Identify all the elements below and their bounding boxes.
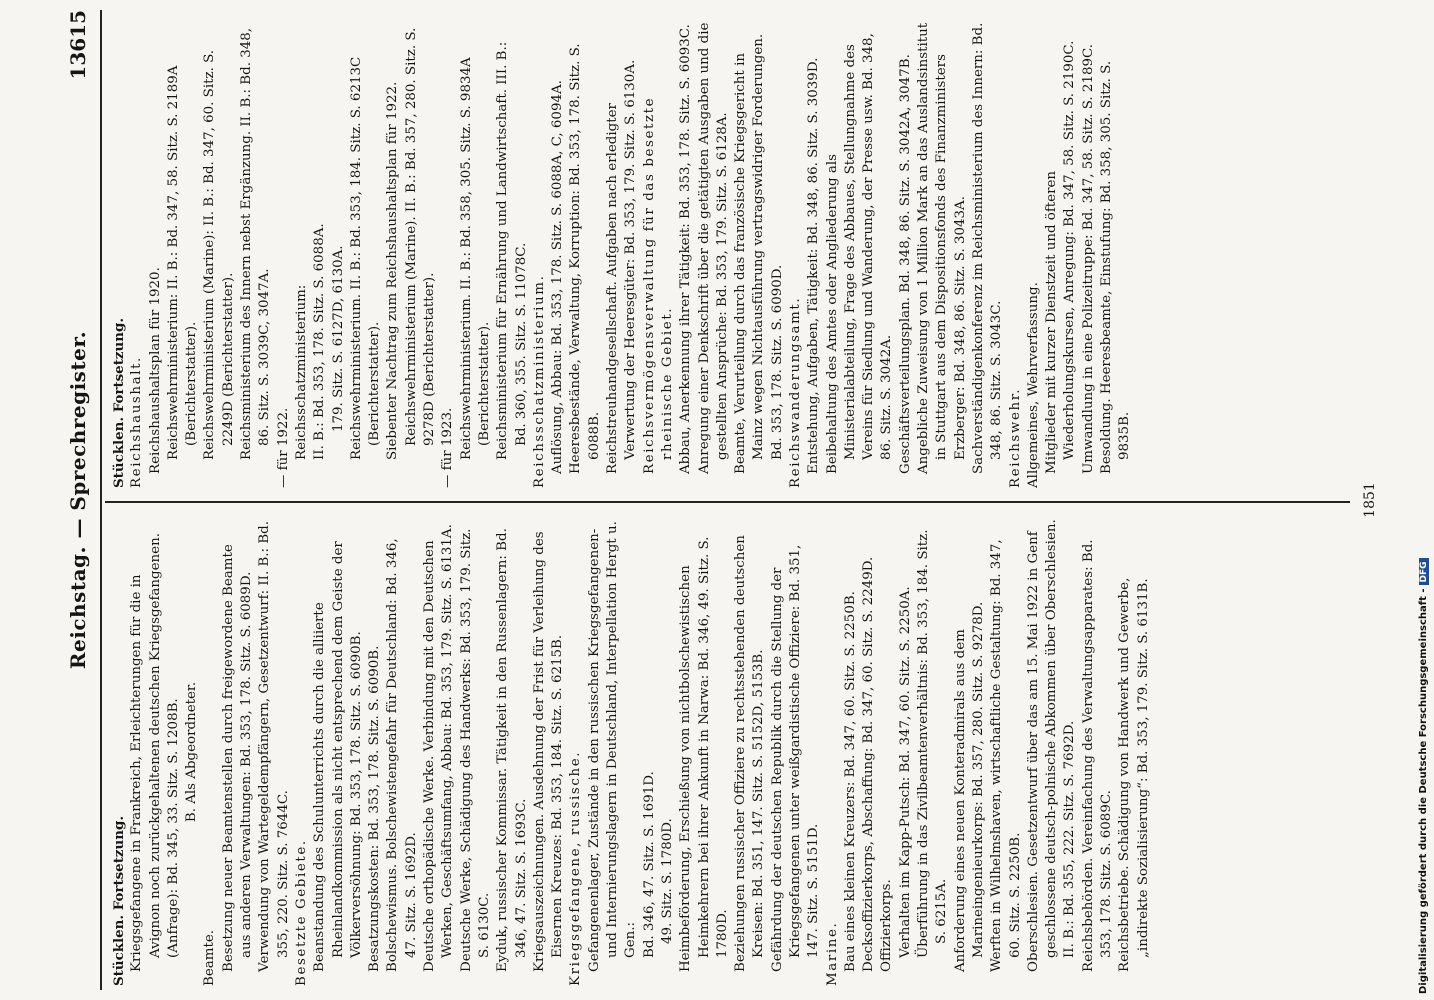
register-entry: Stücklen. Fortsetzung. [111,318,127,488]
register-entry: Deutsche orthopädische Werke. Verbindung mit den Deutschen Werken, Geschäftsumfang, Abbau: Bd. 353, 179. Sitz. S. 6131A. [422,524,456,972]
register-entry: Gefangenenlager, Zustände in den russischen Kriegsgefangenen- und Internierungslagern in Deutschland, Interpellation Hergt u. Gen.: [586,521,639,972]
column-divider [105,501,1350,503]
footer-number: 1851 [1362,482,1378,518]
register-entry: Besetzte Gebiete. [293,839,309,986]
register-entry: Beamte. [202,929,218,986]
register-entry: Reichswehrministerium. II. B.: Bd. 353, 184. Sitz. S. 6213C (Berichterstatter). [348,56,383,460]
register-entry: Verwendung von Wartegeldempfängern, Gesetzentwurf: II. B.: Bd. 355, 220. Sitz. S. 7644C. [257,521,291,972]
register-entry: Oberschlesien. Gesetzentwurf über das am 15. Mai 1922 in Genf geschlossene deutsch-polnische Abkommen über Oberschlesien. II. B.: Bd. 355, 222. Sitz. S. 7692D. [1025,519,1078,972]
register-entry: Anforderung eines neuen Konteradmirals aus dem Marineingenieurkorps: Bd. 357, 280. Sitz. S. 9278D. [952,601,986,972]
register-entry: Reichsbetriebe. Schädigung von Handwerk und Gewerbe, „indirekte Sozialisierung“: Bd. 353, 179. Sitz. S. 6131B. [1117,577,1151,972]
right-column [110,20,1350,488]
register-entry: Gefährdung der deutschen Republik durch die Stellung der Kriegsgefangenen unter weißgardistische Offiziere: Bd. 351, 147. Sitz. S. 5151D. [769,544,822,972]
register-entry: Sachverständigenkonferenz im Reichsministerium des Innern: Bd. 348, 86. Sitz. S. 3043C. [970,22,1005,474]
register-entry: Reichswehr. [1007,387,1023,488]
register-entry: Besatzungskosten: Bd. 353, 178. Sitz. S. 6090B. [367,645,383,972]
dfg-badge: DFG [1419,558,1429,585]
header-rule [100,10,102,990]
register-entry: Beibehaltung des Amtes oder Angliederung als Ministerialabteilung, Frage des Abbaues, Stellungnahme des Vereins für Siedlung und Wanderung, der Presse usw. Bd. 348, 86. Sitz. S. 3042A. [824,33,895,474]
register-entry: 179. Sitz. S. 6127D, 6130A. [330,245,346,432]
register-entry: Stücklen. Fortsetzung. [111,816,127,986]
register-entry: Reichswanderungsamt. [787,296,803,488]
register-entry: Entstehung, Aufgaben, Tätigkeit: Bd. 348, 86. Sitz. S. 3039D. [806,57,822,474]
register-entry: Kriegsgefangene, russische. [568,750,584,986]
register-entry: Geschäftsverteilungsplan. Bd. 348, 86. Sitz. S. 3042A, 3047B. [897,54,913,474]
register-entry: Marine. [824,921,840,986]
digitization-credit [1418,4,1432,994]
register-entry: Werften in Wilhelmshaven, wirtschaftliche Gestaltung: Bd. 347, 60. Sitz. S. 2250B. [989,539,1023,972]
register-entry: Reichswehrministerium (Marine): II. B.: Bd. 347, 60. Sitz. S. 2249D (Berichterstatter). [202,49,236,460]
register-entry: B. Als Abgeordneter. [184,681,200,823]
register-entry: II. B.: Bd. 353, 178. Sitz. S. 6088A. [312,223,328,460]
register-entry: Auflösung, Abbau: Bd. 353, 178. Sitz. S. 6088A, C, 6094A. [550,80,566,474]
register-entry: — für 1923. [440,407,456,488]
register-entry: Kriegsauszeichnungen. Ausdehnung der Frist für Verleihung des Eisernen Kreuzes: Bd. 353, 184. Sitz. S. 6215B. [531,531,566,972]
register-entry: Reichshaushaltsplan für 1920. [147,267,163,474]
register-entry: Bau eines kleinen Kreuzers: Bd. 347, 60. Sitz. S. 2250B. [842,591,858,972]
left-column [110,518,1350,986]
page-title: Reichstag. — Sprechregister. [66,330,90,670]
register-entry: Bd. 346, 47. Sitz. S. 1691D. [641,771,657,958]
register-entry: Überführung in das Zivilbeamtenverhältnis: Bd. 353, 184. Sitz. S. 6215A. [916,529,950,958]
page-number: 13615 [66,10,90,80]
register-entry: Reichswehrministerium. II. B.: Bd. 358, 305. Sitz. S. 9834A (Berichterstatter). [458,57,492,460]
register-entry: Beziehungen russischer Offiziere zu rechtsstehenden deutschen Kreisen: Bd. 351, 147. Sitz. S. 5152D, 5153B. [733,535,767,972]
register-entry: Reichsministerium für Ernährung und Landwirtschaft. III. B.: Bd. 360, 355. Sitz. S. 11078C. [495,41,529,460]
register-entry: Beamte, Verurteilung durch das französische Kriegsgericht in Mainz wegen Nichtausführung vertragswidriger Forderungen. Bd. 353, 178. Sitz. S. 6090D. [733,33,785,474]
register-entry: Siebenter Nachtrag zum Reichshaushaltsplan für 1922. Reichswehrministerium (Marine). II. B.: Bd. 357, 280. Sitz. S. 9278D (Berichterstatter). [385,27,438,460]
register-entry: Kriegsgefangene in Frankreich, Erleichterungen für die in Avignon noch zurückgehaltenen deutschen Kriegsgefangenen. (Anfrage): Bd. 345, 33. Sitz. S. 1208B. [129,533,181,972]
credit-text: Digitalisierung gefördert durch die Deutsche Forschungsgemeinschaft - [1418,588,1429,994]
register-entry: Eyduk, russischer Kommissar. Tätigkeit in den Russenlagern: Bd. 346, 47. Sitz. S. 1693C. [495,528,529,972]
register-entry: Beanstandung des Schulunterrichts durch die alliierte Rheinlandkommission als nicht entsprechend dem Geiste der Völkerversöhnung: Bd. 353, 178. Sitz. S. 6090B. [312,541,364,972]
register-entry: Besetzung neuer Beamtenstellen durch freigewordene Beamte aus anderen Verwaltungen: Bd. 353, 178. Sitz. S. 6089D. [220,544,255,972]
register-entry: Reichsvermögensverwaltung für das besetzte rheinische Gebiet. [641,96,675,474]
register-entry: Abbau, Anerkennung ihrer Tätigkeit: Bd. 353, 178. Sitz. S. 6093C. [678,24,694,474]
register-entry: Reichsbehörden. Vereinfachung des Verwaltungsapparates: Bd. 353, 178. Sitz. S. 6089C. [1080,539,1115,972]
register-entry: Reichstreuhandgesellschaft. Aufgaben nach erledigter Verwertung der Heeresgüter: Bd. 353, 179. Sitz. S. 6130A. [605,59,639,474]
register-entry: Reichsschatzministerium. [531,274,547,488]
register-entry: Reichswehrministerium: II. B.: Bd. 347, 58. Sitz. S. 2189A (Berichterstatter). [165,65,200,460]
register-entry: Besoldung. Heeresbeamte, Einstufung: Bd. 358, 305. Sitz. S. 9835B. [1099,60,1133,474]
register-entry: Mitglieder mit kurzer Dienstzeit und öfteren Wiederholungskursen, Anregung: Bd. 347, 58. Sitz. S. 2190C. [1044,40,1078,474]
rotated-page [10,10,1390,990]
register-entry: Verhalten im Kapp-Putsch: Bd. 347, 60. Sitz. S. 2250A. [897,586,913,958]
register-entry: Umwandlung in eine Polizeitruppe: Bd. 347, 58. Sitz. S. 2189C. [1080,43,1096,474]
page-header [60,10,100,990]
register-entry: Angebliche Zuweisung von 1 Million Mark an das Auslandsinstitut in Stuttgart aus dem Dispositionsfonds des Finanzministers Erzberger: Bd. 348, 86. Sitz. S. 3043A. [916,22,968,474]
register-entry: Reichsministerium des Innern nebst Ergänzung. II. B.: Bd. 348, 86. Sitz. S. 3039C, 3047A. [239,27,273,460]
register-entry: Bolschewismus. Bolschewistengefahr für Deutschland: Bd. 346, 47. Sitz. S. 1692D. [385,538,419,972]
register-entry: Deutsche Werke, Schädigung des Handwerks: Bd. 353, 179. Sitz. S. 6130C. [458,528,492,972]
register-entry: 49. Sitz. S. 1780D. [659,818,675,944]
register-entry: Anregung einer Denkschrift über die getätigten Ausgaben und die gestellten Ansprüche: Bd. 353, 179. Sitz. S. 6128A. [696,22,730,474]
register-entry: Heeresbestände, Verwaltung, Korruption: Bd. 353, 178. Sitz. S. 6088B. [568,43,602,474]
register-entry: Decksoffizierkorps, Abschaffung: Bd. 347, 60. Sitz. S. 2249D. [861,556,877,972]
register-entry: Offizierkorps. [879,879,895,972]
register-entry: Reichshaushalt. [129,356,145,488]
register-entry: — für 1922. [275,407,291,488]
register-entry: Allgemeines, Wehrverfassung. [1025,282,1041,488]
register-entry: Reichsschatzministerium: [293,284,309,460]
register-entry: Heimbeförderung, Erschießung von nichtbolschewistischen Heimkehrern bei ihrer Ankunft in Narwa: Bd. 346, 49. Sitz. S. 1780D. [678,536,730,972]
